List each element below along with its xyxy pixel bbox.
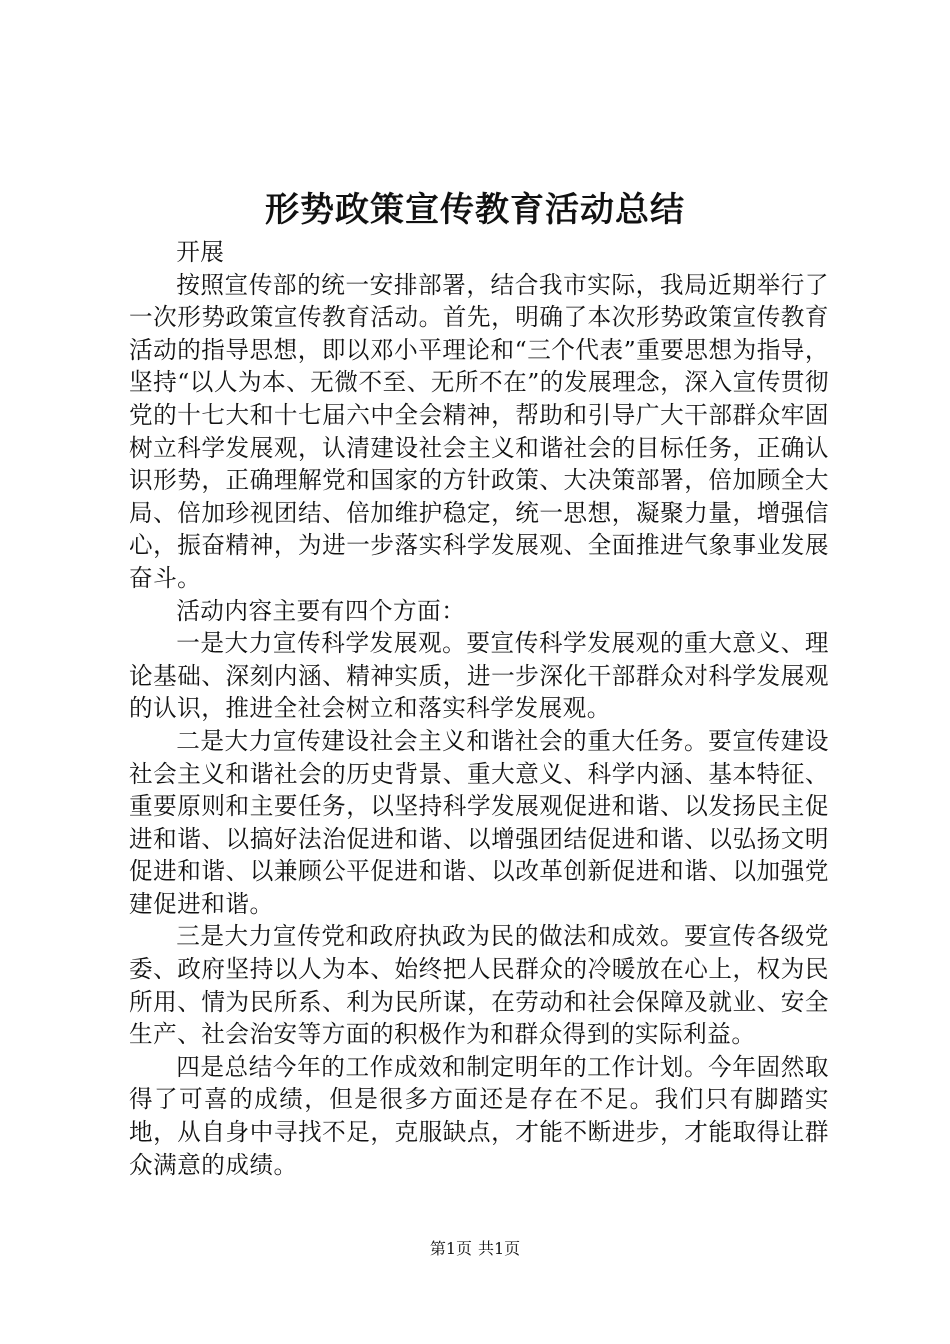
paragraph-item-two: 二是大力宣传建设社会主义和谐社会的重大任务。要宣传建设社会主义和谐社会的历史背景、重大意义、科学内涵、基本特征、重要原则和主要任务，以坚持科学发展观促进和谐、以发扬民主促进和谐、以搞好法治促进和谐、以增强团结促进和谐、以弘扬文明促进和谐、以兼顾公平促进和谐、以改革创新促进和谐、以加强党建促进和谐。 [129, 726, 829, 918]
paragraph-intro-heading: 开展 [176, 238, 225, 266]
page-footer [0, 1238, 950, 1260]
paragraph-item-four: 四是总结今年的工作成效和制定明年的工作计划。今年固然取得了可喜的成绩，但是很多方面还是存在不足。我们只有脚踏实地，从自身中寻找不足，克服缺点，才能不断进步，才能取得让群众满意的成绩。 [129, 1052, 829, 1179]
page-number: 第1页 [429, 1239, 472, 1258]
document-body [129, 236, 829, 1181]
paragraph-overview: 按照宣传部的统一安排部署，结合我市实际，我局近期举行了一次形势政策宣传教育活动。首先，明确了本次形势政策宣传教育活动的指导思想，即以邓小平理论和“三个代表”重要思想为指导，坚持“以人为本、无微不至、无所不在”的发展理念，深入宣传贯彻党的十七大和十七届六中全会精神，帮助和引导广大干部群众牢固树立科学发展观，认清建设社会主义和谐社会的目标任务，正确认识形势，正确理解党和国家的方针政策、大决策部署，倍加顾全大局、倍加珍视团结、倍加维护稳定，统一思想，凝聚力量，增强信心，振奋精神，为进一步落实科学发展观、全面推进气象事业发展奋斗。 [129, 270, 829, 592]
page-total: 共1页 [478, 1239, 521, 1258]
document-title: 形势政策宣传教育活动总结 [265, 190, 685, 230]
paragraph-item-one: 一是大力宣传科学发展观。要宣传科学发展观的重大意义、理论基础、深刻内涵、精神实质，进一步深化干部群众对科学发展观的认识，推进全社会树立和落实科学发展观。 [129, 629, 829, 723]
paragraph-item-three: 三是大力宣传党和政府执政为民的做法和成效。要宣传各级党委、政府坚持以人为本、始终把人民群众的冷暖放在心上，权为民所用、情为民所系、利为民所谋，在劳动和社会保障及就业、安全生产、社会治安等方面的积极作为和群众得到的实际利益。 [129, 922, 829, 1049]
paragraph-content-intro: 活动内容主要有四个方面： [176, 596, 466, 625]
